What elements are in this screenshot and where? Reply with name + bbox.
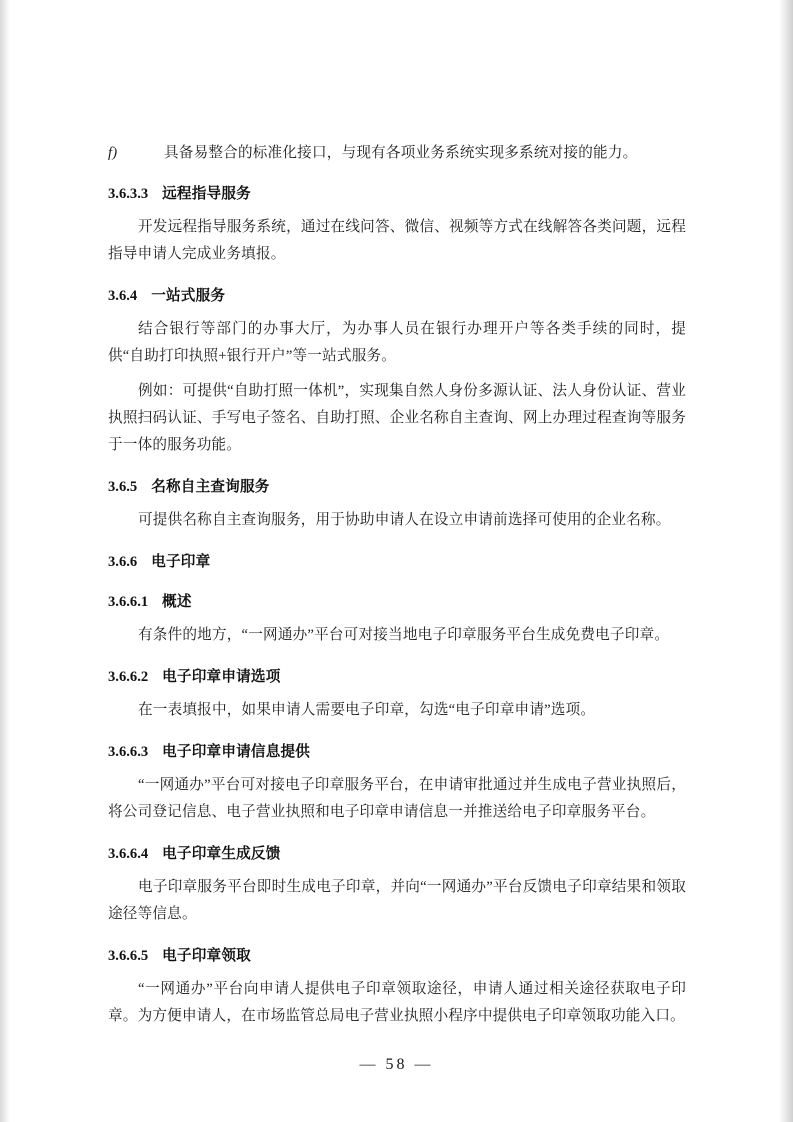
page-number: — 58 — <box>359 1056 434 1073</box>
section-heading-3-6-6-5 <box>108 944 686 968</box>
section-number: 3.6.6.3 <box>108 744 149 760</box>
section-heading-3-6-3-3 <box>108 182 686 206</box>
section-heading-3-6-6 <box>108 550 686 574</box>
paragraph: 有条件的地方，“一网通办”平台可对接当地电子印章服务平台生成免费电子印章。 <box>138 627 670 643</box>
section-title: 电子印章领取 <box>162 948 251 964</box>
section-title: 名称自主查询服务 <box>151 479 270 495</box>
list-item <box>108 140 686 166</box>
section-number: 3.6.6.5 <box>108 948 149 964</box>
section-title: 一站式服务 <box>151 288 226 304</box>
section-number: 3.6.4 <box>108 288 138 304</box>
section-number: 3.6.6.1 <box>108 594 149 610</box>
section-number: 3.6.6.4 <box>108 846 149 862</box>
paragraph: 电子印章服务平台即时生成电子印章，并向“一网通办”平台反馈电子印章结果和领取途径等信息。 <box>108 879 686 922</box>
section-number: 3.6.6.2 <box>108 669 149 685</box>
paragraph: 例如：可提供“自助打照一体机”，实现集自然人身份多源认证、法人身份认证、营业执照扫码认证、手写电子签名、自助打照、企业名称自主查询、网上办理过程查询等服务于一体的服务功能。 <box>108 383 686 453</box>
paragraph: “一网通办”平台可对接电子印章服务平台，在申请审批通过并生成电子营业执照后，将公司登记信息、电子营业执照和电子印章申请信息一并推送给电子印章服务平台。 <box>108 777 686 820</box>
section-title: 电子印章申请信息提供 <box>162 744 311 760</box>
list-item-marker: f) <box>108 145 118 161</box>
section-number: 3.6.3.3 <box>108 186 149 202</box>
list-item-text: 具备易整合的标准化接口，与现有各项业务系统实现多系统对接的能力。 <box>164 145 638 161</box>
paragraph: 可提供名称自主查询服务，用于协助申请人在设立申请前选择可使用的企业名称。 <box>138 512 671 528</box>
section-heading-3-6-6-3 <box>108 740 686 764</box>
section-title: 电子印章 <box>151 554 211 570</box>
section-heading-3-6-5 <box>108 475 686 499</box>
section-title: 电子印章申请选项 <box>162 669 281 685</box>
paragraph: 在一表填报中，如果申请人需要电子印章，勾选“电子印章申请”选项。 <box>138 702 596 718</box>
section-title: 概述 <box>162 594 192 610</box>
section-heading-3-6-6-2 <box>108 665 686 689</box>
paragraph: 开发远程指导服务系统，通过在线问答、微信、视频等方式在线解答各类问题，远程指导申请人完成业务填报。 <box>108 219 686 262</box>
paragraph: “一网通办”平台向申请人提供电子印章领取途径，申请人通过相关途径获取电子印章。为方便申请人，在市场监管总局电子营业执照小程序中提供电子印章领取功能入口。 <box>108 981 686 1024</box>
section-number: 3.6.5 <box>108 479 138 495</box>
section-heading-3-6-6-4 <box>108 842 686 866</box>
section-heading-3-6-4 <box>108 284 686 308</box>
section-number: 3.6.6 <box>108 554 138 570</box>
section-title: 电子印章生成反馈 <box>162 846 281 862</box>
section-title: 远程指导服务 <box>162 186 251 202</box>
section-heading-3-6-6-1 <box>108 590 686 614</box>
paragraph: 结合银行等部门的办事大厅，为办事人员在银行办理开户等各类手续的同时，提供“自助打印执照+银行开户”等一站式服务。 <box>108 321 686 364</box>
page-content <box>108 140 686 1040</box>
